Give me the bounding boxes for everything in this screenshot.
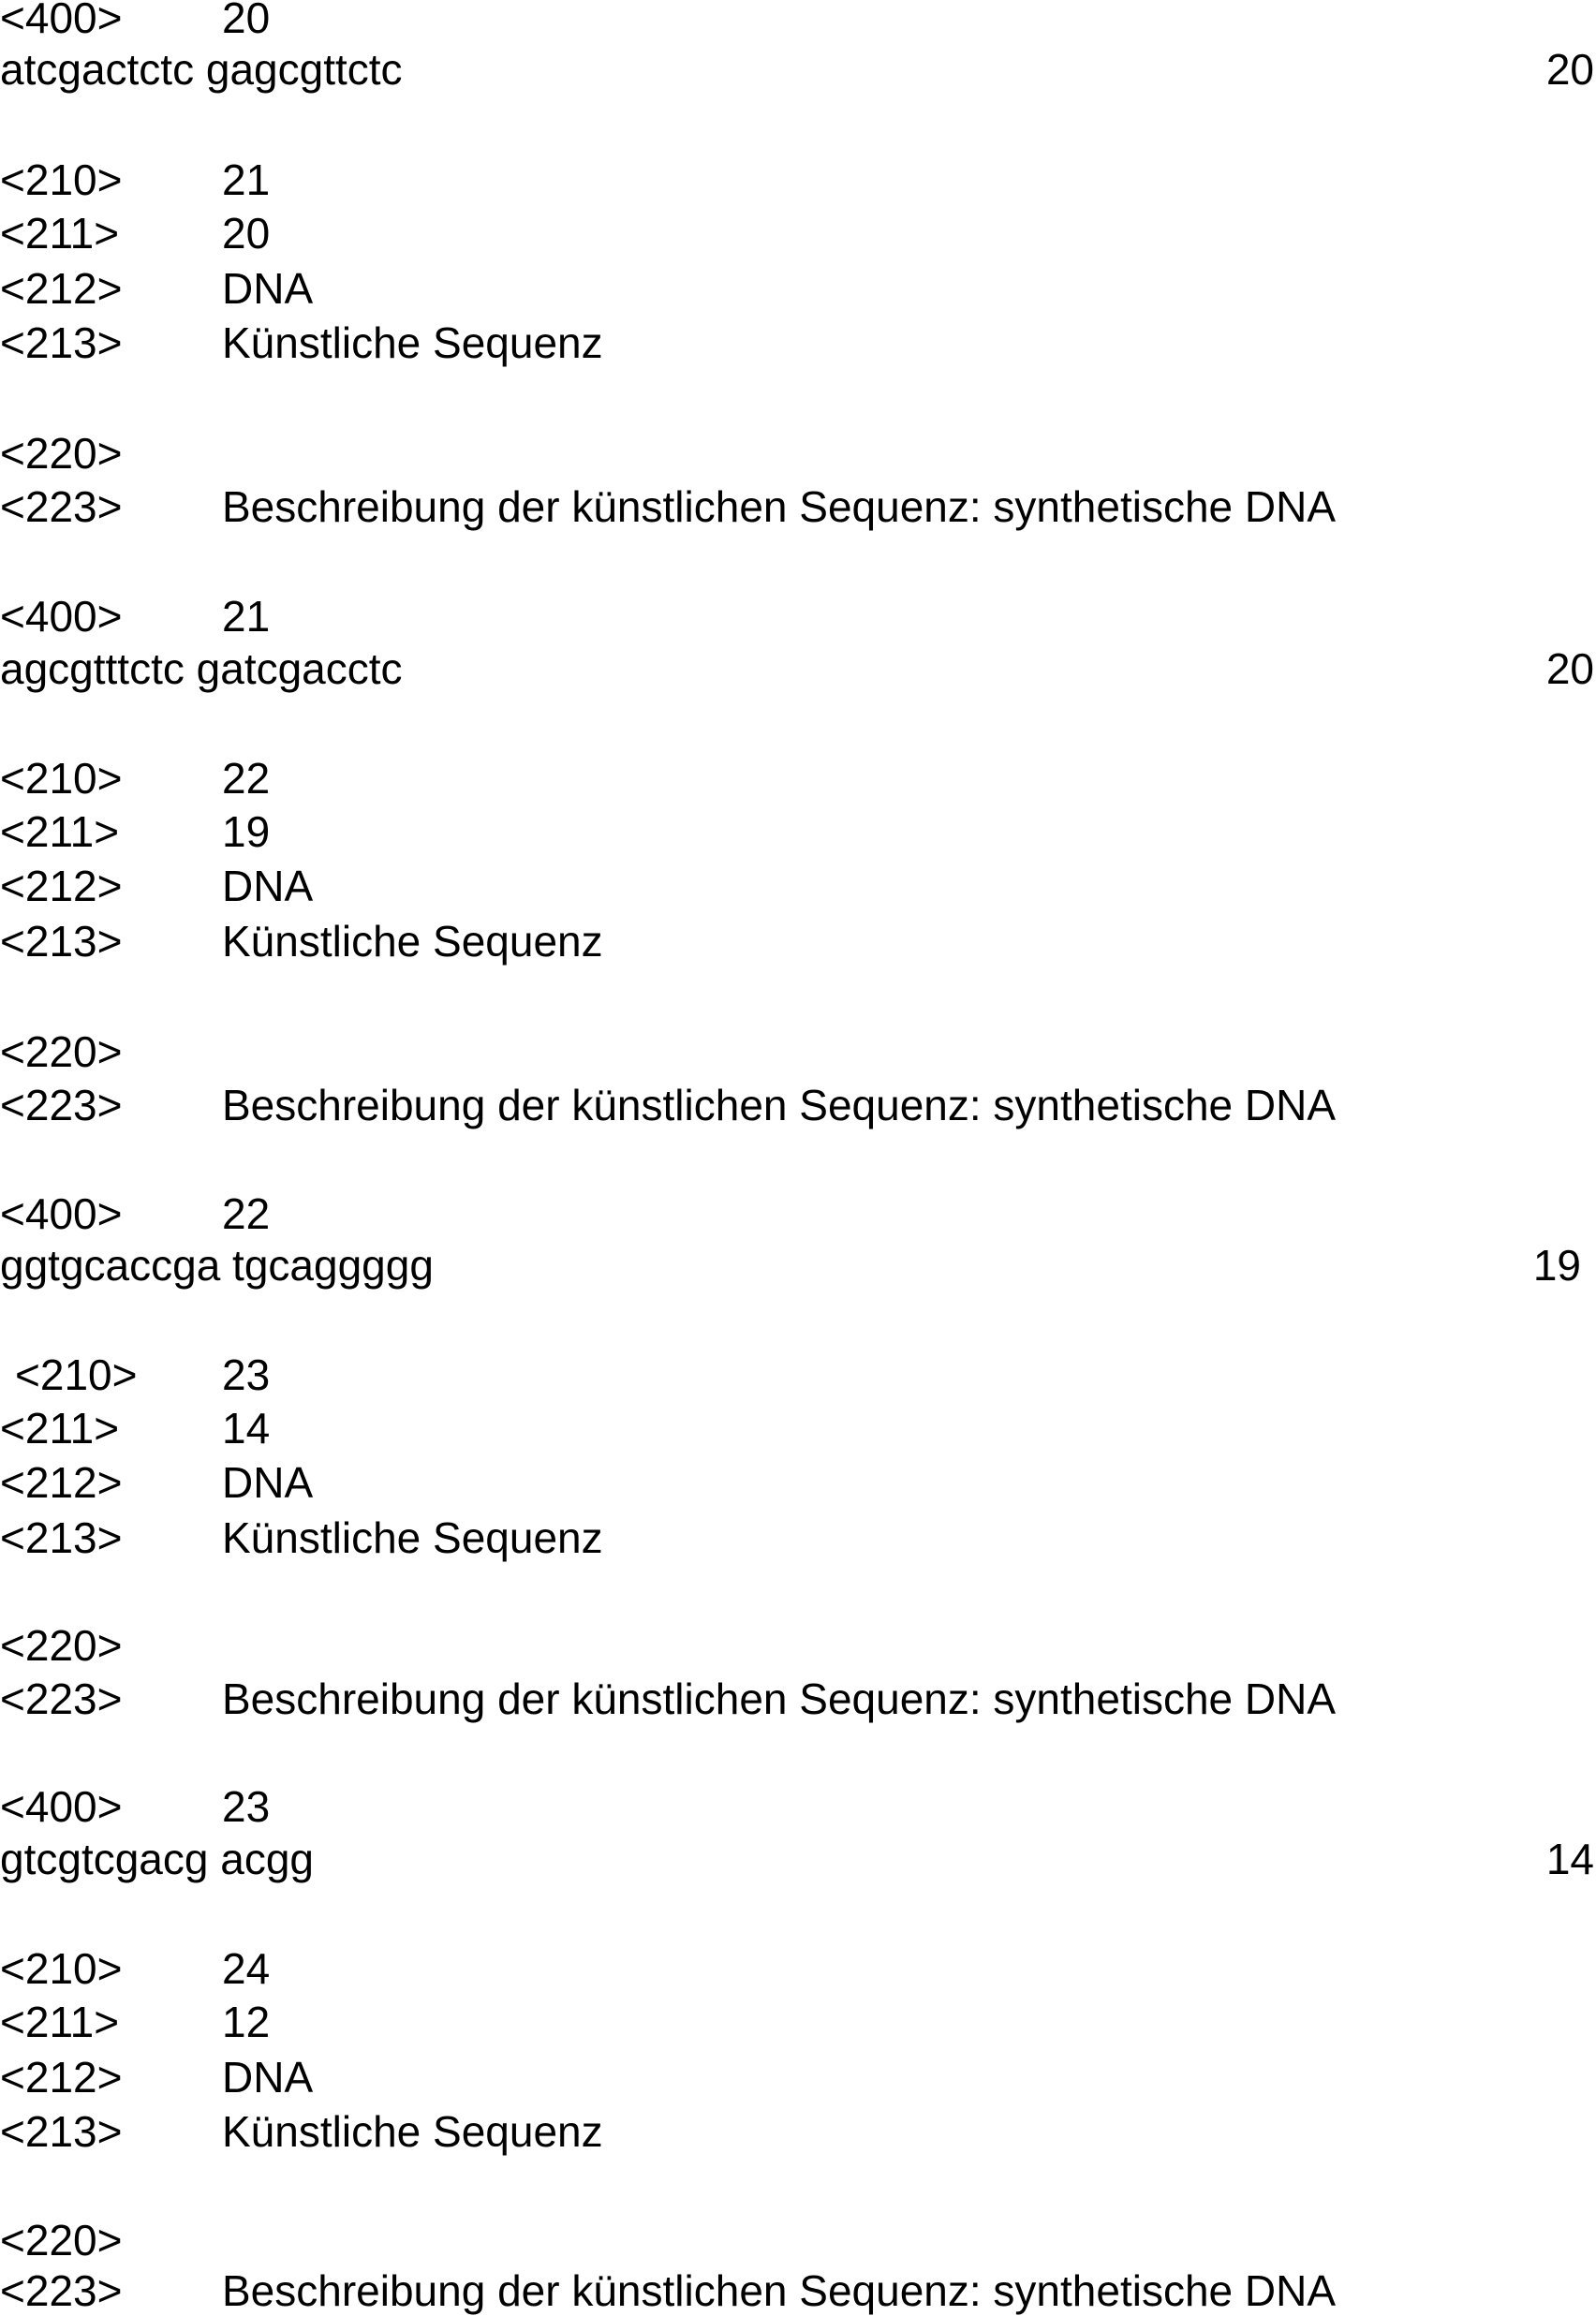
- seq-23-400-line: [0, 1782, 1596, 1831]
- tag-220: <220>: [0, 1621, 122, 1670]
- seq-id: 21: [222, 155, 270, 204]
- seq-22-212-line: [0, 862, 1596, 910]
- seq-id: 21: [222, 592, 270, 641]
- seq-id: 22: [222, 754, 270, 803]
- seq-21-213-line: [0, 318, 1596, 367]
- seq-21-sequence-line: [0, 644, 1596, 693]
- sequence-length: 19: [1533, 1241, 1581, 1290]
- seq-20-400-line: [0, 0, 1596, 42]
- seq-22-213-line: [0, 917, 1596, 966]
- sequence: agcgtttctc gatcgacctc: [0, 644, 403, 693]
- tag-223: <223>: [0, 482, 122, 531]
- type: DNA: [222, 2053, 313, 2102]
- seq-24-211-line: [0, 1998, 1596, 2046]
- seq-20-sequence-line: [0, 45, 1596, 94]
- seq-21-211-line: [0, 209, 1596, 258]
- tag-210: <210>: [15, 1350, 137, 1399]
- tag-213: <213>: [0, 318, 122, 367]
- tag-220: <220>: [0, 1027, 122, 1076]
- description: Beschreibung der künstlichen Sequenz: synthetische DNA: [222, 1674, 1336, 1723]
- seq-21-220-line: [0, 429, 1596, 478]
- tag-212: <212>: [0, 862, 122, 910]
- tag-211: <211>: [0, 1998, 119, 2046]
- seq-24-223-line: [0, 2266, 1596, 2315]
- tag-211: <211>: [0, 209, 119, 258]
- seq-21-210-line: [0, 155, 1596, 204]
- seq-22-211-line: [0, 807, 1596, 856]
- type: DNA: [222, 264, 313, 313]
- seq-24-212-line: [0, 2053, 1596, 2102]
- tag-223: <223>: [0, 2266, 122, 2315]
- seq-21-223-line: [0, 482, 1596, 531]
- tag-210: <210>: [0, 1944, 122, 1993]
- tag-223: <223>: [0, 1081, 122, 1129]
- tag-212: <212>: [0, 1458, 122, 1507]
- tag-220: <220>: [0, 429, 122, 478]
- seq-23-213-line: [0, 1513, 1596, 1562]
- tag-400: <400>: [0, 1189, 122, 1238]
- seq-id: 24: [222, 1944, 270, 1993]
- seq-24-213-line: [0, 2107, 1596, 2156]
- seq-22-400-line: [0, 1189, 1596, 1238]
- seq-id: 20: [222, 0, 270, 42]
- tag-212: <212>: [0, 264, 122, 313]
- seq-24-220-line: [0, 2216, 1596, 2264]
- type: DNA: [222, 1458, 313, 1507]
- tag-212: <212>: [0, 2053, 122, 2102]
- seq-21-212-line: [0, 264, 1596, 313]
- tag-211: <211>: [0, 1404, 119, 1453]
- length: 14: [222, 1404, 270, 1453]
- length: 20: [222, 209, 270, 258]
- tag-223: <223>: [0, 1674, 122, 1723]
- tag-211: <211>: [0, 807, 119, 856]
- seq-23-212-line: [0, 1458, 1596, 1507]
- seq-22-210-line: [0, 754, 1596, 803]
- length: 12: [222, 1998, 270, 2046]
- tag-400: <400>: [0, 1782, 122, 1831]
- seq-24-210-line: [0, 1944, 1596, 1993]
- seq-23-210-line: [0, 1350, 1596, 1399]
- seq-22-220-line: [0, 1027, 1596, 1076]
- description: Beschreibung der künstlichen Sequenz: synthetische DNA: [222, 482, 1336, 531]
- seq-id: 23: [222, 1782, 270, 1831]
- description: Beschreibung der künstlichen Sequenz: synthetische DNA: [222, 2266, 1336, 2315]
- organism: Künstliche Sequenz: [222, 318, 603, 367]
- organism: Künstliche Sequenz: [222, 917, 603, 966]
- sequence-length: 20: [1546, 45, 1594, 94]
- sequence: ggtgcaccga tgcaggggg: [0, 1241, 434, 1290]
- sequence: atcgactctc gagcgttctc: [0, 45, 403, 94]
- sequence: gtcgtcgacg acgg: [0, 1835, 314, 1883]
- seq-23-223-line: [0, 1674, 1596, 1723]
- organism: Künstliche Sequenz: [222, 1513, 603, 1562]
- type: DNA: [222, 862, 313, 910]
- tag-213: <213>: [0, 1513, 122, 1562]
- seq-22-223-line: [0, 1081, 1596, 1129]
- seq-id: 23: [222, 1350, 270, 1399]
- tag-213: <213>: [0, 917, 122, 966]
- sequence-length: 20: [1546, 644, 1594, 693]
- tag-210: <210>: [0, 754, 122, 803]
- tag-213: <213>: [0, 2107, 122, 2156]
- seq-21-400-line: [0, 592, 1596, 641]
- length: 19: [222, 807, 270, 856]
- organism: Künstliche Sequenz: [222, 2107, 603, 2156]
- seq-22-sequence-line: [0, 1241, 1596, 1290]
- tag-220: <220>: [0, 2216, 122, 2264]
- seq-23-220-line: [0, 1621, 1596, 1670]
- tag-400: <400>: [0, 592, 122, 641]
- seq-23-211-line: [0, 1404, 1596, 1453]
- sequence-length: 14: [1546, 1835, 1594, 1883]
- description: Beschreibung der künstlichen Sequenz: synthetische DNA: [222, 1081, 1336, 1129]
- seq-id: 22: [222, 1189, 270, 1238]
- tag-400: <400>: [0, 0, 122, 42]
- seq-23-sequence-line: [0, 1835, 1596, 1883]
- tag-210: <210>: [0, 155, 122, 204]
